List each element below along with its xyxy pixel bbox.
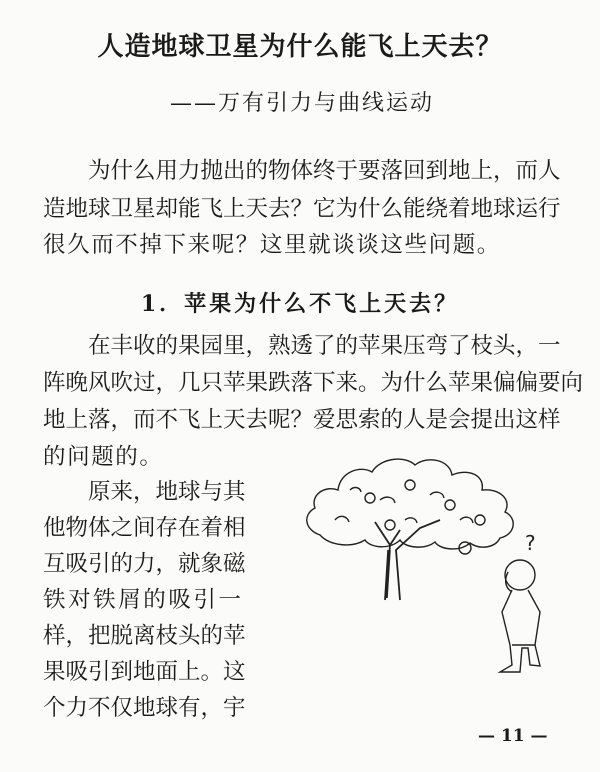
section-heading: 1．苹果为什么不飞上天去？: [140, 291, 460, 317]
boy-figure: [500, 560, 540, 672]
paragraph-line: 阵晚风吹过，几只苹果跌落下来。为什么苹果偏偏要向: [43, 370, 584, 396]
apple-tree-illustration: [290, 450, 560, 680]
paragraph-line: 个力不仅地球有，宇: [43, 695, 246, 721]
paragraph-line: 铁对铁屑的吸引一: [43, 587, 241, 613]
page-subtitle: ——万有引力与曲线运动: [170, 91, 435, 116]
tree-trunk: [375, 520, 440, 600]
paragraph-line: 果吸引到地面上。这: [43, 659, 246, 685]
paragraph-line: 互吸引的力，就象磁: [43, 551, 246, 577]
intro-line: 为什么用力抛出的物体终于要落回到地上，而人: [88, 158, 561, 184]
question-mark: ?: [525, 531, 536, 555]
paragraph-line: 样，把脱离枝头的苹: [43, 623, 246, 649]
page-number: — 11 —: [478, 726, 548, 746]
intro-line: 很久而不掉下来呢？这里就谈谈这些问题。: [43, 232, 501, 258]
paragraph-line: 在丰收的果园里，熟透了的苹果压弯了枝头，一: [88, 333, 561, 359]
paragraph-line: 他物体之间存在着相: [43, 515, 246, 541]
paragraph-line: 的问题的。: [43, 444, 164, 470]
intro-line: 造地球卫星却能飞上天去？它为什么能绕着地球运行: [43, 196, 561, 222]
tree-canopy: [307, 459, 513, 549]
page-title: 人造地球卫星为什么能飞上天去？: [97, 32, 503, 62]
paragraph-line: 地上落，而不飞上天去呢？爱思索的人是会提出这样: [43, 407, 561, 433]
paragraph-line: 原来，地球与其: [88, 479, 246, 505]
